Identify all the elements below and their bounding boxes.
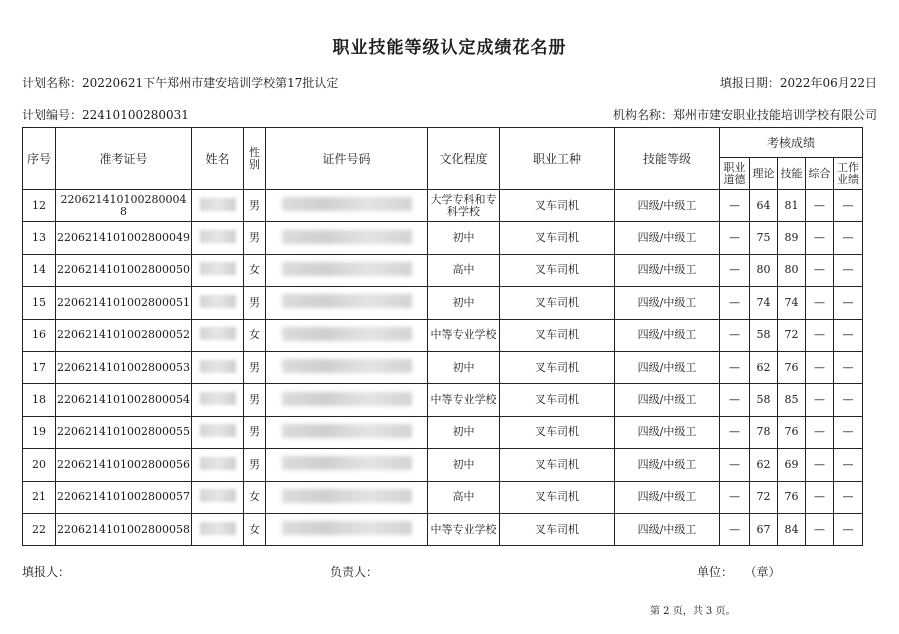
table-row bbox=[23, 351, 863, 383]
cell-seq: 19 bbox=[23, 416, 56, 448]
unit-label: 单位： bbox=[697, 565, 734, 579]
cell-theory: 62 bbox=[750, 351, 778, 383]
redacted-name bbox=[200, 392, 236, 405]
cell-seq: 15 bbox=[23, 287, 56, 319]
cell-skill-level: 四级/中级工 bbox=[615, 287, 720, 319]
header-scores: 考核成绩 bbox=[720, 128, 863, 158]
table-row bbox=[23, 319, 863, 351]
cell-seq: 12 bbox=[23, 190, 56, 222]
cell-skill-level: 四级/中级工 bbox=[615, 351, 720, 383]
plan-name-value: 20220621下午郑州市建安培训学校第17批认定 bbox=[82, 76, 339, 90]
cell-name bbox=[192, 319, 244, 351]
cell-performance: — bbox=[834, 351, 863, 383]
redacted-name bbox=[200, 424, 236, 437]
cell-exam-no: 2206214101002800051 bbox=[56, 287, 192, 319]
cell-skill-level: 四级/中级工 bbox=[615, 190, 720, 222]
cell-exam-no: 2206214101002800050 bbox=[56, 254, 192, 286]
cell-ethics: — bbox=[720, 449, 750, 481]
cell-theory: 72 bbox=[750, 481, 778, 513]
redacted-name bbox=[200, 457, 236, 470]
cell-performance: — bbox=[834, 416, 863, 448]
cell-name bbox=[192, 190, 244, 222]
header-seq: 序号 bbox=[23, 128, 56, 190]
cell-education: 中等专业学校 bbox=[428, 513, 500, 545]
redacted-id-number bbox=[282, 359, 412, 373]
cell-education: 高中 bbox=[428, 254, 500, 286]
header-ethics: 职业道德 bbox=[720, 158, 750, 190]
table-row bbox=[23, 416, 863, 448]
redacted-id-number bbox=[282, 424, 412, 438]
cell-skill-level: 四级/中级工 bbox=[615, 481, 720, 513]
cell-performance: — bbox=[834, 190, 863, 222]
cell-id-no bbox=[266, 319, 428, 351]
cell-id-no bbox=[266, 190, 428, 222]
cell-gender: 男 bbox=[244, 222, 266, 254]
cell-exam-no: 2206214101002800057 bbox=[56, 481, 192, 513]
cell-occupation: 叉车司机 bbox=[500, 222, 615, 254]
cell-skill: 89 bbox=[778, 222, 806, 254]
cell-seq: 21 bbox=[23, 481, 56, 513]
cell-seq: 14 bbox=[23, 254, 56, 286]
cell-performance: — bbox=[834, 287, 863, 319]
cell-occupation: 叉车司机 bbox=[500, 287, 615, 319]
cell-name bbox=[192, 254, 244, 286]
cell-skill: 76 bbox=[778, 351, 806, 383]
cell-gender: 女 bbox=[244, 513, 266, 545]
cell-skill: 72 bbox=[778, 319, 806, 351]
roster-body bbox=[23, 190, 863, 546]
cell-name bbox=[192, 287, 244, 319]
cell-id-no bbox=[266, 384, 428, 416]
seal-label: （章） bbox=[744, 565, 781, 579]
redacted-id-number bbox=[282, 197, 412, 211]
plan-no-label: 计划编号： bbox=[22, 108, 83, 122]
cell-education: 高中 bbox=[428, 481, 500, 513]
plan-no-line bbox=[22, 106, 189, 123]
cell-name bbox=[192, 222, 244, 254]
table-row bbox=[23, 287, 863, 319]
cell-skill: 84 bbox=[778, 513, 806, 545]
cell-comprehensive: — bbox=[806, 351, 834, 383]
table-row bbox=[23, 190, 863, 222]
cell-comprehensive: — bbox=[806, 513, 834, 545]
cell-occupation: 叉车司机 bbox=[500, 513, 615, 545]
header-name: 姓名 bbox=[192, 128, 244, 190]
cell-ethics: — bbox=[720, 351, 750, 383]
cell-comprehensive: — bbox=[806, 384, 834, 416]
cell-id-no bbox=[266, 449, 428, 481]
cell-skill-level: 四级/中级工 bbox=[615, 449, 720, 481]
cell-exam-no: 2206214101002800052 bbox=[56, 319, 192, 351]
redacted-id-number bbox=[282, 521, 412, 535]
cell-gender: 男 bbox=[244, 384, 266, 416]
cell-ethics: — bbox=[720, 222, 750, 254]
cell-comprehensive: — bbox=[806, 222, 834, 254]
table-row bbox=[23, 481, 863, 513]
cell-skill-level: 四级/中级工 bbox=[615, 319, 720, 351]
redacted-id-number bbox=[282, 262, 412, 276]
org-line bbox=[613, 106, 877, 123]
cell-theory: 58 bbox=[750, 384, 778, 416]
redacted-name bbox=[200, 198, 236, 211]
fill-date-label: 填报日期： bbox=[719, 76, 780, 90]
cell-ethics: — bbox=[720, 190, 750, 222]
cell-seq: 13 bbox=[23, 222, 56, 254]
cell-education: 中等专业学校 bbox=[428, 384, 500, 416]
cell-seq: 18 bbox=[23, 384, 56, 416]
cell-seq: 22 bbox=[23, 513, 56, 545]
cell-occupation: 叉车司机 bbox=[500, 449, 615, 481]
table-row bbox=[23, 384, 863, 416]
redacted-name bbox=[200, 295, 236, 308]
page-info: 第 2 页，共 3 页。 bbox=[650, 606, 736, 617]
redacted-id-number bbox=[282, 327, 412, 341]
cell-exam-no: 2206214101002800053 bbox=[56, 351, 192, 383]
plan-name-label: 计划名称： bbox=[22, 76, 83, 90]
cell-exam-no: 2206214101002800049 bbox=[56, 222, 192, 254]
cell-gender: 女 bbox=[244, 481, 266, 513]
cell-theory: 62 bbox=[750, 449, 778, 481]
header-id-no: 证件号码 bbox=[266, 128, 428, 190]
fill-date-line bbox=[720, 74, 877, 91]
cell-occupation: 叉车司机 bbox=[500, 254, 615, 286]
cell-seq: 16 bbox=[23, 319, 56, 351]
table-row bbox=[23, 449, 863, 481]
header-performance: 工作业绩 bbox=[834, 158, 863, 190]
cell-education: 初中 bbox=[428, 222, 500, 254]
redacted-name bbox=[200, 327, 236, 340]
cell-skill-level: 四级/中级工 bbox=[615, 254, 720, 286]
cell-exam-no: 2206214101002800055 bbox=[56, 416, 192, 448]
cell-ethics: — bbox=[720, 254, 750, 286]
redacted-name bbox=[200, 489, 236, 502]
header-skill: 技能 bbox=[778, 158, 806, 190]
document-title: 职业技能等级认定成绩花名册 bbox=[332, 38, 567, 58]
cell-skill: 69 bbox=[778, 449, 806, 481]
redacted-id-number bbox=[282, 392, 412, 406]
header-comprehensive: 综合 bbox=[806, 158, 834, 190]
header-theory: 理论 bbox=[750, 158, 778, 190]
cell-skill-level: 四级/中级工 bbox=[615, 384, 720, 416]
header-exam-no: 准考证号 bbox=[56, 128, 192, 190]
cell-seq: 20 bbox=[23, 449, 56, 481]
table-row bbox=[23, 222, 863, 254]
cell-comprehensive: — bbox=[806, 416, 834, 448]
header-skill-level: 技能等级 bbox=[615, 128, 720, 190]
cell-performance: — bbox=[834, 513, 863, 545]
cell-occupation: 叉车司机 bbox=[500, 416, 615, 448]
cell-comprehensive: — bbox=[806, 190, 834, 222]
cell-seq: 17 bbox=[23, 351, 56, 383]
cell-gender: 男 bbox=[244, 190, 266, 222]
redacted-id-number bbox=[282, 230, 412, 244]
fill-date-value: 2022年06月22日 bbox=[779, 76, 877, 90]
plan-no-value: 22410100280031 bbox=[82, 108, 189, 122]
cell-id-no bbox=[266, 481, 428, 513]
cell-exam-no: 2206214101002800056 bbox=[56, 449, 192, 481]
header-education: 文化程度 bbox=[428, 128, 500, 190]
cell-education: 初中 bbox=[428, 287, 500, 319]
cell-skill-level: 四级/中级工 bbox=[615, 416, 720, 448]
cell-ethics: — bbox=[720, 384, 750, 416]
cell-gender: 男 bbox=[244, 416, 266, 448]
cell-name bbox=[192, 351, 244, 383]
cell-performance: — bbox=[834, 449, 863, 481]
redacted-name bbox=[200, 262, 236, 275]
cell-ethics: — bbox=[720, 319, 750, 351]
cell-comprehensive: — bbox=[806, 481, 834, 513]
header-gender: 性别 bbox=[244, 128, 266, 190]
cell-performance: — bbox=[834, 319, 863, 351]
cell-skill: 81 bbox=[778, 190, 806, 222]
redacted-id-number bbox=[282, 456, 412, 470]
cell-skill: 80 bbox=[778, 254, 806, 286]
cell-education: 中等专业学校 bbox=[428, 319, 500, 351]
org-value: 郑州市建安职业技能培训学校有限公司 bbox=[672, 108, 877, 122]
cell-skill-level: 四级/中级工 bbox=[615, 513, 720, 545]
cell-theory: 75 bbox=[750, 222, 778, 254]
redacted-name bbox=[200, 230, 236, 243]
cell-occupation: 叉车司机 bbox=[500, 481, 615, 513]
cell-id-no bbox=[266, 287, 428, 319]
cell-ethics: — bbox=[720, 287, 750, 319]
cell-occupation: 叉车司机 bbox=[500, 319, 615, 351]
redacted-id-number bbox=[282, 294, 412, 308]
score-roster-table bbox=[22, 127, 863, 546]
cell-ethics: — bbox=[720, 481, 750, 513]
cell-performance: — bbox=[834, 254, 863, 286]
cell-performance: — bbox=[834, 384, 863, 416]
cell-name bbox=[192, 416, 244, 448]
redacted-id-number bbox=[282, 489, 412, 503]
cell-ethics: — bbox=[720, 513, 750, 545]
cell-skill: 74 bbox=[778, 287, 806, 319]
cell-exam-no: 220621410100280004 8 bbox=[56, 190, 192, 222]
cell-theory: 78 bbox=[750, 416, 778, 448]
cell-id-no bbox=[266, 513, 428, 545]
cell-theory: 64 bbox=[750, 190, 778, 222]
cell-comprehensive: — bbox=[806, 319, 834, 351]
cell-occupation: 叉车司机 bbox=[500, 351, 615, 383]
cell-skill: 76 bbox=[778, 481, 806, 513]
cell-skill: 76 bbox=[778, 416, 806, 448]
responsible-label: 负责人： bbox=[330, 565, 379, 579]
cell-name bbox=[192, 449, 244, 481]
cell-theory: 80 bbox=[750, 254, 778, 286]
cell-id-no bbox=[266, 351, 428, 383]
cell-education: 初中 bbox=[428, 416, 500, 448]
header-occupation: 职业工种 bbox=[500, 128, 615, 190]
cell-gender: 男 bbox=[244, 449, 266, 481]
cell-occupation: 叉车司机 bbox=[500, 384, 615, 416]
cell-education: 大学专科和专科学校 bbox=[428, 190, 500, 222]
cell-name bbox=[192, 384, 244, 416]
cell-name bbox=[192, 481, 244, 513]
cell-exam-no: 2206214101002800058 bbox=[56, 513, 192, 545]
cell-id-no bbox=[266, 416, 428, 448]
cell-education: 初中 bbox=[428, 449, 500, 481]
redacted-name bbox=[200, 522, 236, 535]
cell-gender: 男 bbox=[244, 287, 266, 319]
cell-performance: — bbox=[834, 222, 863, 254]
cell-exam-no: 2206214101002800054 bbox=[56, 384, 192, 416]
cell-theory: 58 bbox=[750, 319, 778, 351]
org-label: 机构名称： bbox=[612, 108, 673, 122]
cell-id-no bbox=[266, 222, 428, 254]
cell-gender: 男 bbox=[244, 351, 266, 383]
filler-label: 填报人： bbox=[22, 565, 71, 579]
redacted-name bbox=[200, 360, 236, 373]
cell-comprehensive: — bbox=[806, 449, 834, 481]
unit-line bbox=[697, 563, 780, 580]
cell-occupation: 叉车司机 bbox=[500, 190, 615, 222]
cell-performance: — bbox=[834, 481, 863, 513]
cell-theory: 67 bbox=[750, 513, 778, 545]
cell-gender: 女 bbox=[244, 319, 266, 351]
table-row bbox=[23, 254, 863, 286]
cell-name bbox=[192, 513, 244, 545]
cell-skill: 85 bbox=[778, 384, 806, 416]
cell-theory: 74 bbox=[750, 287, 778, 319]
cell-education: 初中 bbox=[428, 351, 500, 383]
cell-comprehensive: — bbox=[806, 287, 834, 319]
table-row bbox=[23, 513, 863, 545]
cell-ethics: — bbox=[720, 416, 750, 448]
cell-gender: 女 bbox=[244, 254, 266, 286]
cell-id-no bbox=[266, 254, 428, 286]
cell-comprehensive: — bbox=[806, 254, 834, 286]
cell-skill-level: 四级/中级工 bbox=[615, 222, 720, 254]
plan-name-line bbox=[22, 74, 338, 91]
